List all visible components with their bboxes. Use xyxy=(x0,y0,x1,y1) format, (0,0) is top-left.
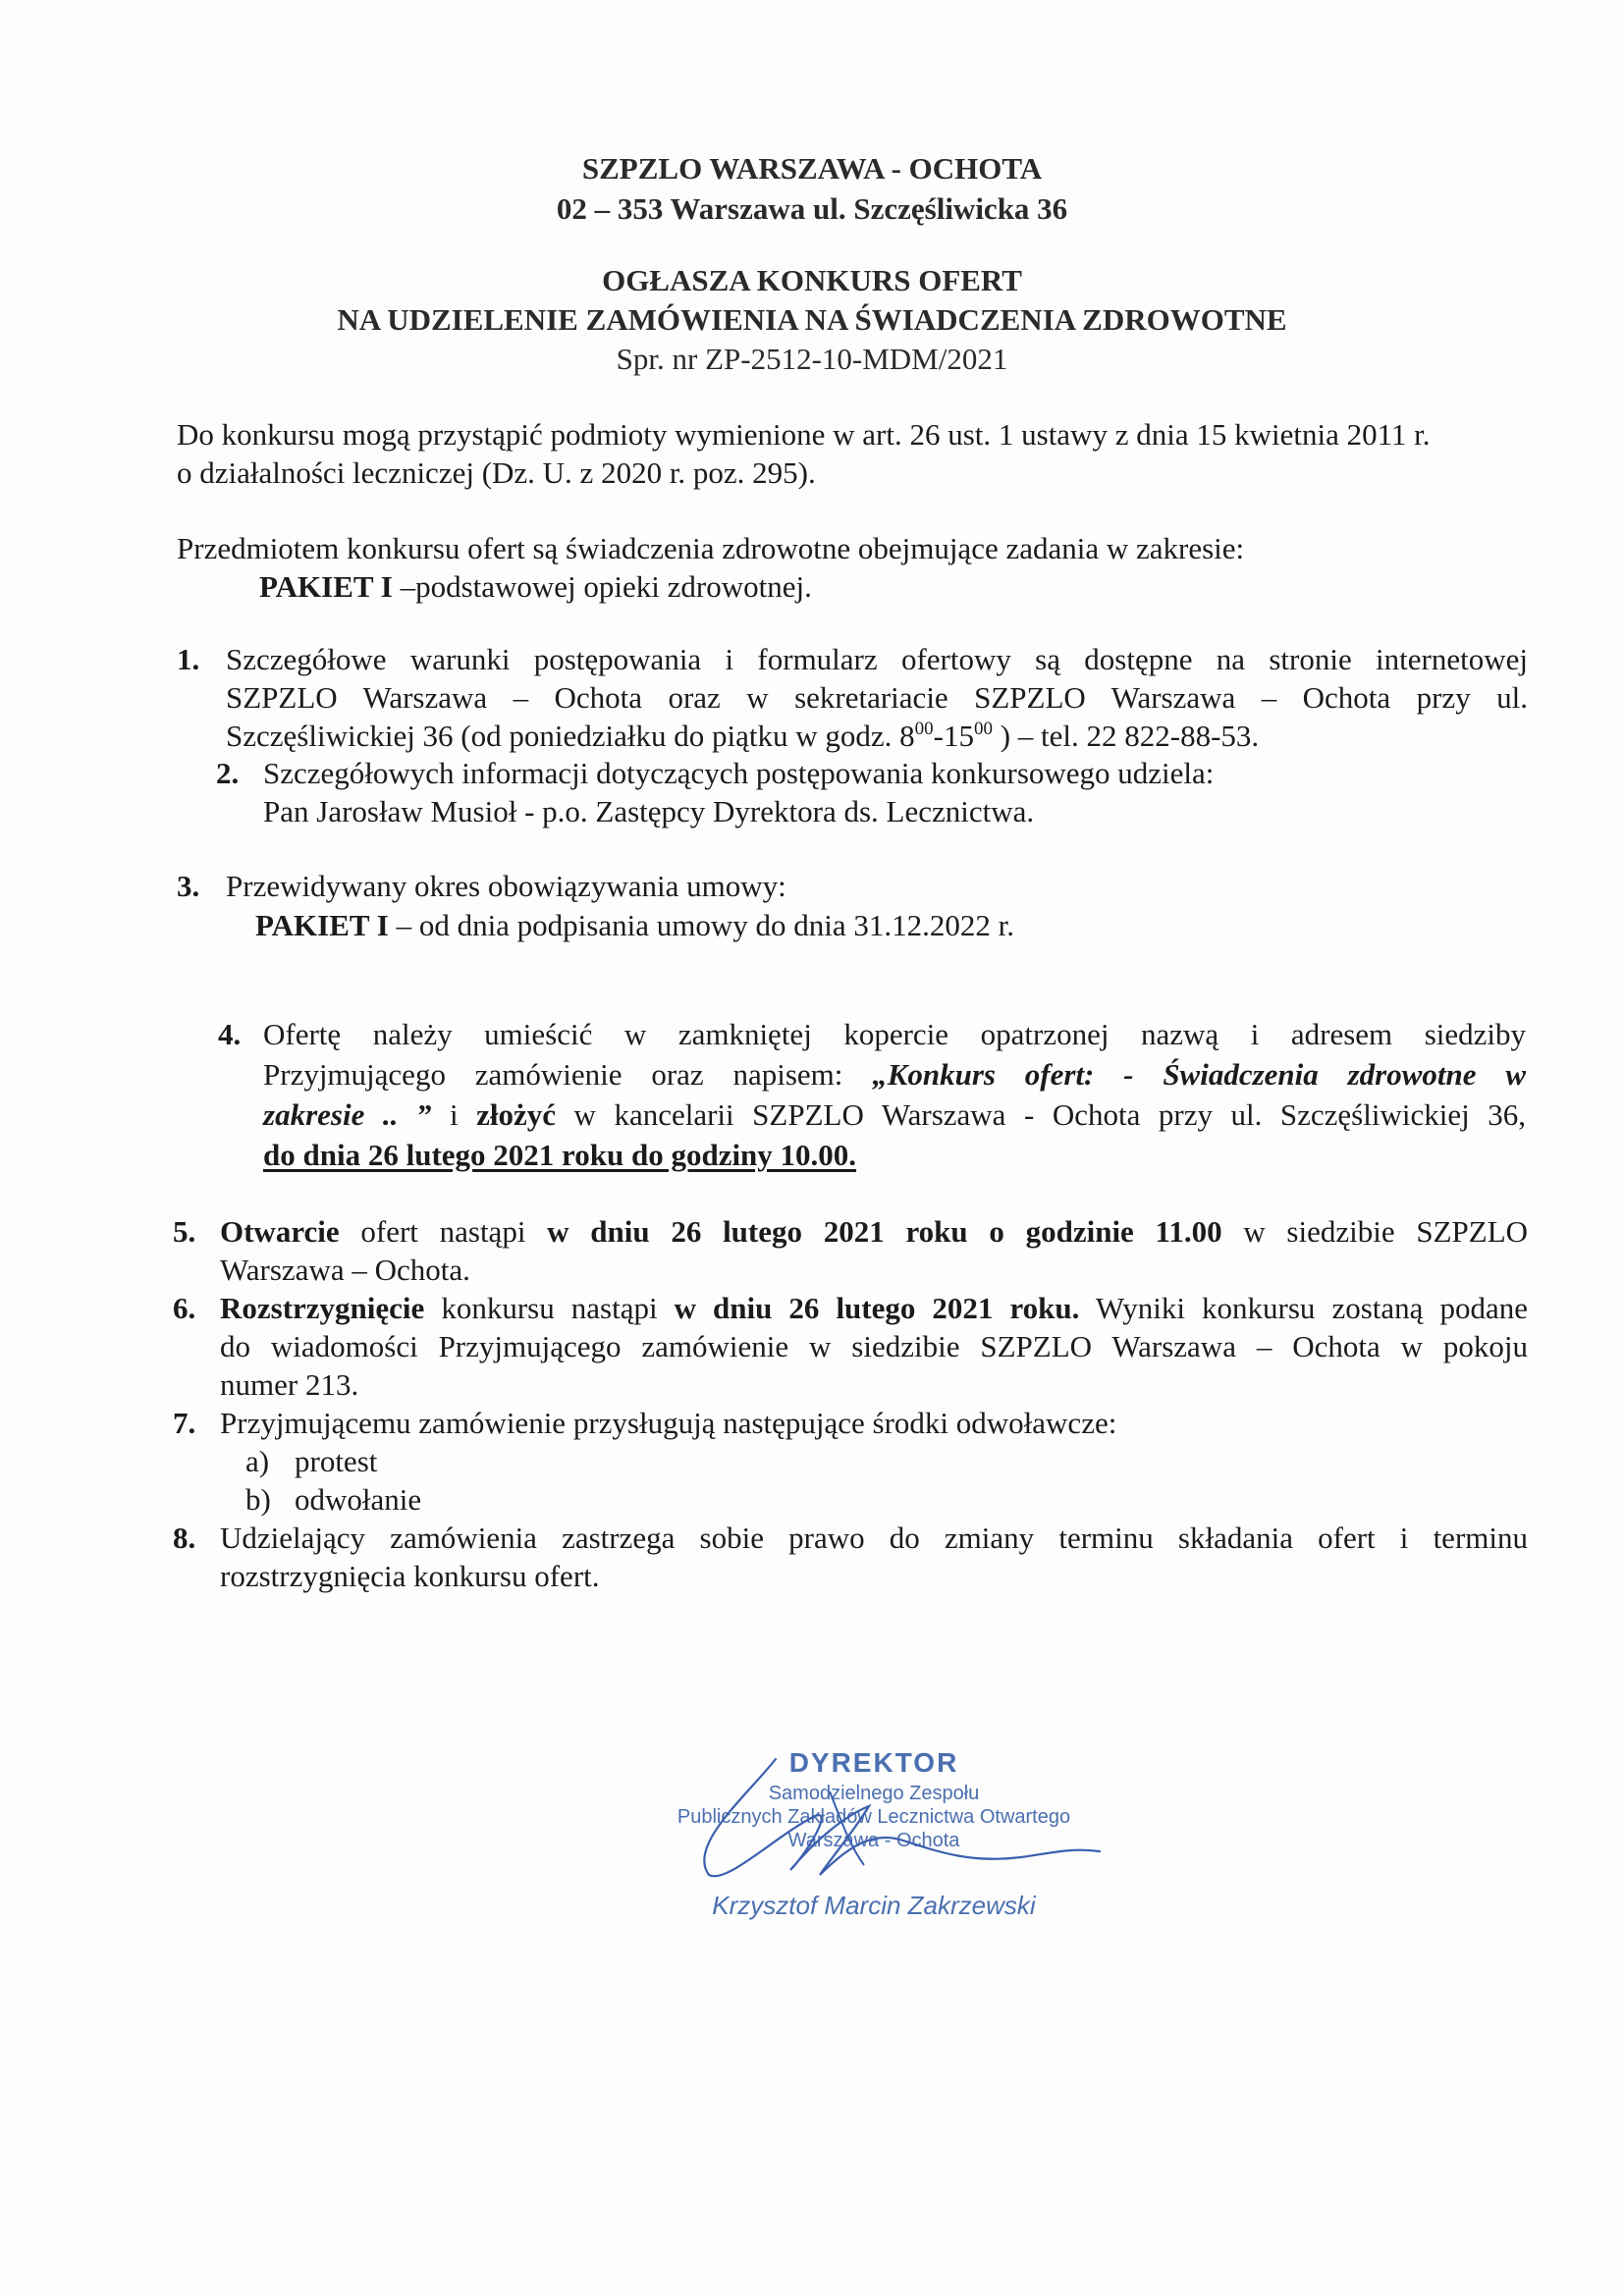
item-4-line-3 xyxy=(263,1096,1526,1134)
item-5-line-2: Warszawa – Ochota. xyxy=(220,1253,470,1287)
item-5-number: 5. xyxy=(173,1214,196,1249)
item-4-and: i xyxy=(431,1097,477,1132)
stamp-title: DYREKTOR xyxy=(788,1747,959,1778)
item-7-a-label: a) xyxy=(245,1444,270,1478)
item-4-label-quote: „Konkurs ofert: - Świadczenia zdrowotne w xyxy=(872,1057,1526,1092)
item-4-deadline: do dnia 26 lutego 2021 roku do godziny 10.00. xyxy=(263,1138,857,1172)
item-5-place: w siedzibie SZPZLO xyxy=(1221,1214,1529,1249)
item-1-number: 1. xyxy=(177,642,200,676)
item-4-line-1: Ofertę należy umieścić w zamkniętej kopercie opatrzonej nazwą i adresem siedziby xyxy=(263,1017,1526,1051)
item-2-number: 2. xyxy=(216,756,240,790)
stamp-line-2: Publicznych Zakładów Lecznictwa Otwartego xyxy=(677,1806,1071,1828)
stamp-line-1: Samodzielnego Zespołu xyxy=(768,1783,980,1804)
item-1-hours-sup-2: 00 xyxy=(973,719,993,739)
title-line-2: NA UDZIELENIE ZAMÓWIENIA NA ŚWIADCZENIA ZDROWOTNE xyxy=(337,302,1287,337)
item-3-line-1: Przewidywany okres obowiązywania umowy: xyxy=(226,869,786,903)
org-address: 02 – 353 Warszawa ul. Szczęśliwicka 36 xyxy=(556,191,1068,226)
item-2-line-1: Szczegółowych informacji dotyczących postępowania konkursowego udziela: xyxy=(263,756,1215,790)
item-1-hours-sup-1: 00 xyxy=(914,719,934,739)
item-5-opening: Otwarcie xyxy=(220,1214,340,1249)
item-4-number: 4. xyxy=(218,1017,242,1051)
item-1-hours-end: -15 xyxy=(933,719,974,753)
item-7-b-text: odwołanie xyxy=(295,1482,422,1517)
director-stamp xyxy=(628,1737,1119,1934)
item-1-line-1: Szczegółowe warunki postępowania i formularz ofertowy są dostępne na stronie internetowej xyxy=(226,642,1528,676)
item-5-line-1 xyxy=(220,1213,1528,1251)
item-3-pakiet-line xyxy=(255,907,1014,944)
item-3-pakiet-label: PAKIET I xyxy=(255,908,389,942)
item-1-hours-text: Szczęśliwickiej 36 (od poniedziałku do piątku w godz. 8 xyxy=(226,719,915,753)
item-6-number: 6. xyxy=(173,1291,196,1325)
item-1-line-3 xyxy=(226,718,1259,755)
item-6-results: Wyniki konkursu zostaną podane xyxy=(1079,1291,1528,1325)
intro-line-2: o działalności leczniczej (Dz. U. z 2020 r. poz. 295). xyxy=(177,455,816,490)
item-8-line-2: rozstrzygnięcia konkursu ofert. xyxy=(220,1559,600,1593)
item-1-phone: ) – tel. 22 822-88-53. xyxy=(992,719,1260,753)
title-line-1: OGŁASZA KONKURS OFERT xyxy=(602,263,1022,297)
item-2-line-2: Pan Jarosław Musioł - p.o. Zastępcy Dyrektora ds. Lecznictwa. xyxy=(263,794,1035,828)
item-3-number: 3. xyxy=(177,869,200,903)
item-7-a-text: protest xyxy=(295,1444,378,1478)
item-8-line-1: Udzielający zamówienia zastrzega sobie prawo do zmiany terminu składania ofert i terminu xyxy=(220,1521,1528,1555)
item-6-date: w dniu 26 lutego 2021 roku. xyxy=(674,1291,1080,1325)
item-5-text: ofert nastąpi xyxy=(339,1214,548,1249)
stamp-line-3: Warszawa - Ochota xyxy=(787,1830,960,1851)
item-6-line-2: do wiadomości Przyjmującego zamówienie w siedzibie SZPZLO Warszawa – Ochota w pokoju xyxy=(220,1329,1528,1363)
item-4-line-2 xyxy=(263,1056,1526,1094)
item-7-line-1: Przyjmującemu zamówienie przysługują następujące środki odwoławcze: xyxy=(220,1406,1117,1440)
pakiet-text: –podstawowej opieki zdrowotnej. xyxy=(392,569,812,604)
stamp-name: Krzysztof Marcin Zakrzewski xyxy=(712,1891,1036,1920)
item-4-submit-word: złożyć xyxy=(476,1097,556,1132)
pakiet-label: PAKIET I xyxy=(259,569,393,604)
item-1-line-2: SZPZLO Warszawa – Ochota oraz w sekretariacie SZPZLO Warszawa – Ochota przy ul. xyxy=(226,680,1528,715)
item-6-line-3: numer 213. xyxy=(220,1367,359,1402)
item-7-b-label: b) xyxy=(245,1482,271,1517)
intro-line-1: Do konkursu mogą przystąpić podmioty wymienione w art. 26 ust. 1 ustawy z dnia 15 kwietnia 2011 r. xyxy=(177,417,1431,452)
org-name: SZPZLO WARSZAWA - OCHOTA xyxy=(581,151,1043,186)
item-6-text: konkursu nastąpi xyxy=(424,1291,675,1325)
item-4-place: w kancelarii SZPZLO Warszawa - Ochota przy ul. Szczęśliwickiej 36, xyxy=(555,1097,1526,1132)
pakiet-line xyxy=(259,568,812,606)
item-7-number: 7. xyxy=(173,1406,196,1440)
item-5-date: w dniu 26 lutego 2021 roku o godzinie 11.00 xyxy=(547,1214,1222,1249)
item-6-line-1 xyxy=(220,1290,1528,1327)
item-8-number: 8. xyxy=(173,1521,196,1555)
case-number: Spr. nr ZP-2512-10-MDM/2021 xyxy=(616,342,1008,376)
item-3-pakiet-text: – od dnia podpisania umowy do dnia 31.12.2022 r. xyxy=(388,908,1014,942)
item-4-label-quote-end: zakresie .. ” xyxy=(263,1097,432,1132)
item-6-resolution: Rozstrzygnięcie xyxy=(220,1291,425,1325)
item-4-text: Przyjmującego zamówienie oraz napisem: xyxy=(263,1057,873,1092)
subject-line: Przedmiotem konkursu ofert są świadczenia zdrowotne obejmujące zadania w zakresie: xyxy=(177,531,1245,565)
